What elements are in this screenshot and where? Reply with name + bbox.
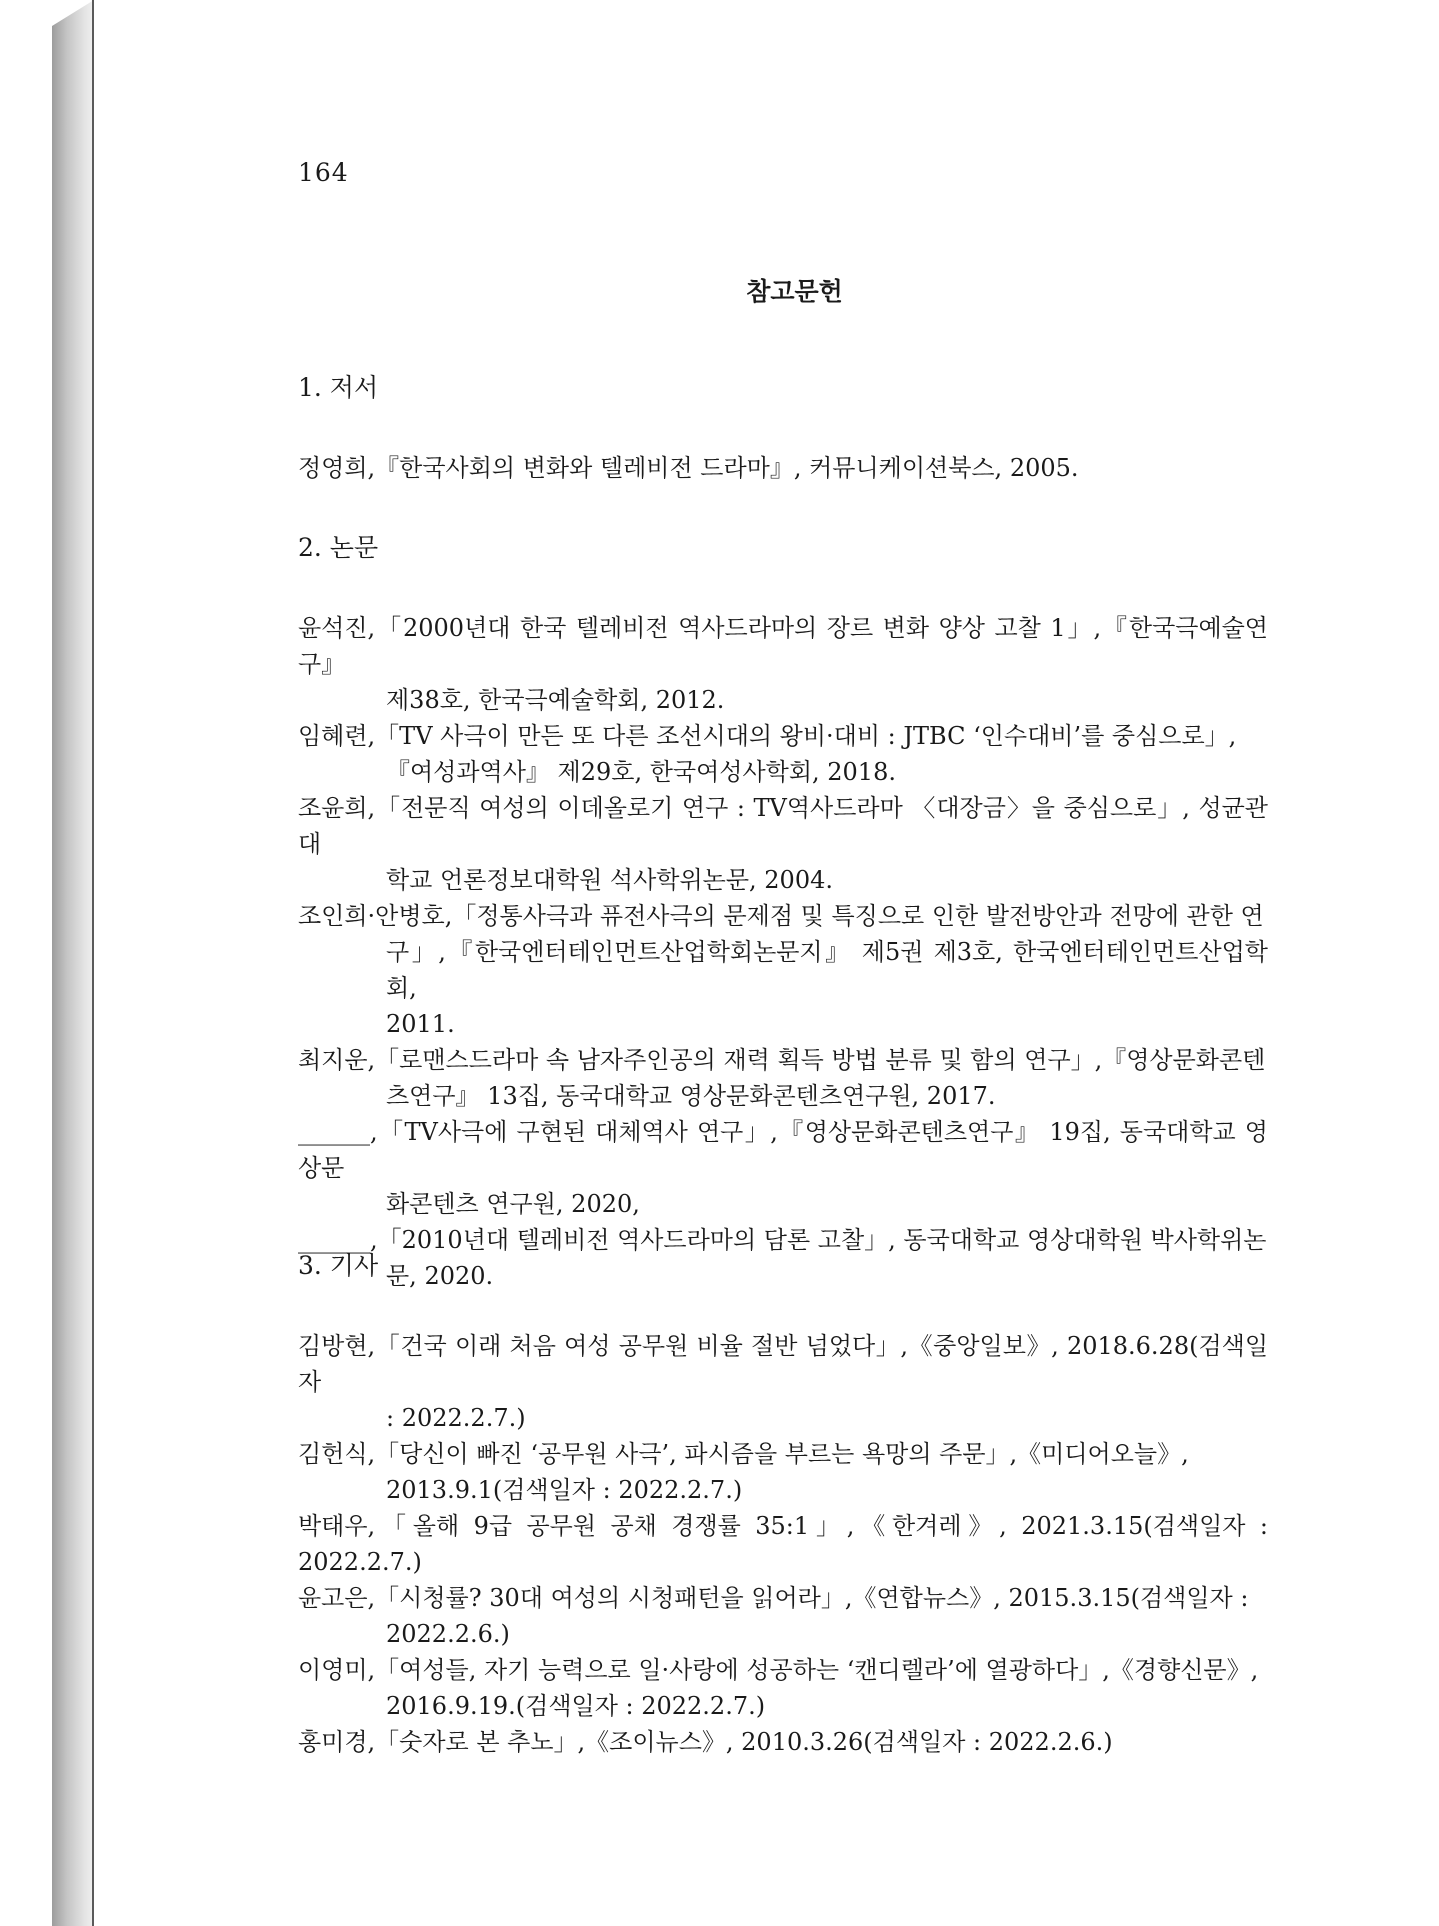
list-item: 최지운,「로맨스드라마 속 남자주인공의 재력 획득 방법 분류 및 함의 연구」,『영상문화콘텐 츠연구』 13집, 동국대학교 영상문화콘텐츠연구원, 2017.: [298, 1046, 1266, 1110]
list-item: 홍미경,「숫자로 본 추노」,《조이뉴스》, 2010.3.26(검색일자 : 2022.2.6.): [298, 1728, 1113, 1756]
list-item: 조윤희,「전문직 여성의 이데올로기 연구 : TV역사드라마 〈대장금〉을 중심으로」, 성균관대 학교 언론정보대학원 석사학위논문, 2004.: [298, 794, 1268, 894]
section-heading-books: 1. 저서: [298, 373, 379, 402]
list-item: 조인희·안병호,「정통사극과 퓨전사극의 문제점 및 특징으로 인한 발전방안과 전망에 관한 연 구」,『한국엔터테인먼트산업학회논문지』 제5권 제3호, 한국엔터테인먼트산업학회, 2011.: [298, 902, 1268, 1038]
list-item: ______,「2010년대 텔레비전 역사드라마의 담론 고찰」, 동국대학교 영상대학원 박사학위논 문, 2020.: [298, 1226, 1267, 1290]
section-heading-papers: 2. 논문: [298, 533, 379, 562]
list-item: 임혜련,「TV 사극이 만든 또 다른 조선시대의 왕비·대비 : JTBC ‘인수대비’를 중심으로」, 『여성과역사』 제29호, 한국여성사학회, 2018.: [298, 722, 1237, 786]
list-item: 윤석진,「2000년대 한국 텔레비전 역사드라마의 장르 변화 양상 고찰 1」,『한국극예술연구』 제38호, 한국극예술학회, 2012.: [298, 614, 1268, 714]
list-item: 정영희,『한국사회의 변화와 텔레비전 드라마』, 커뮤니케이션북스, 2005.: [298, 454, 1079, 482]
page-number: 164: [298, 158, 349, 187]
articles-list: [298, 1328, 1268, 1760]
list-item: ______,「TV사극에 구현된 대체역사 연구」,『영상문화콘텐츠연구』 19집, 동국대학교 영상문 화콘텐츠 연구원, 2020,: [298, 1118, 1268, 1218]
list-item: 윤고은,「시청률? 30대 여성의 시청패턴을 읽어라」,《연합뉴스》, 2015.3.15(검색일자 : 2022.2.6.): [298, 1584, 1249, 1648]
books-list: [298, 450, 1268, 486]
section-heading-articles: 3. 기사: [298, 1251, 379, 1280]
list-item: 이영미,「여성들, 자기 능력으로 일·사랑에 성공하는 ‘캔디렐라’에 열광하다」,《경향신문》, 2016.9.19.(검색일자 : 2022.2.7.): [298, 1656, 1259, 1720]
list-item: 김헌식,「당신이 빠진 ‘공무원 사극’, 파시즘을 부르는 욕망의 주문」,《미디어오늘》, 2013.9.1(검색일자 : 2022.2.7.): [298, 1440, 1189, 1504]
list-item: 김방현,「건국 이래 처음 여성 공무원 비율 절반 넘었다」,《중앙일보》, 2018.6.28(검색일자 : 2022.2.7.): [298, 1332, 1268, 1432]
page-title: 참고문헌: [746, 277, 843, 306]
list-item: 박태우,「올해 9급 공무원 공채 경쟁률 35:1」,《한겨레》, 2021.3.15(검색일자 : 2022.2.7.): [298, 1512, 1268, 1576]
papers-list: [298, 610, 1268, 1294]
